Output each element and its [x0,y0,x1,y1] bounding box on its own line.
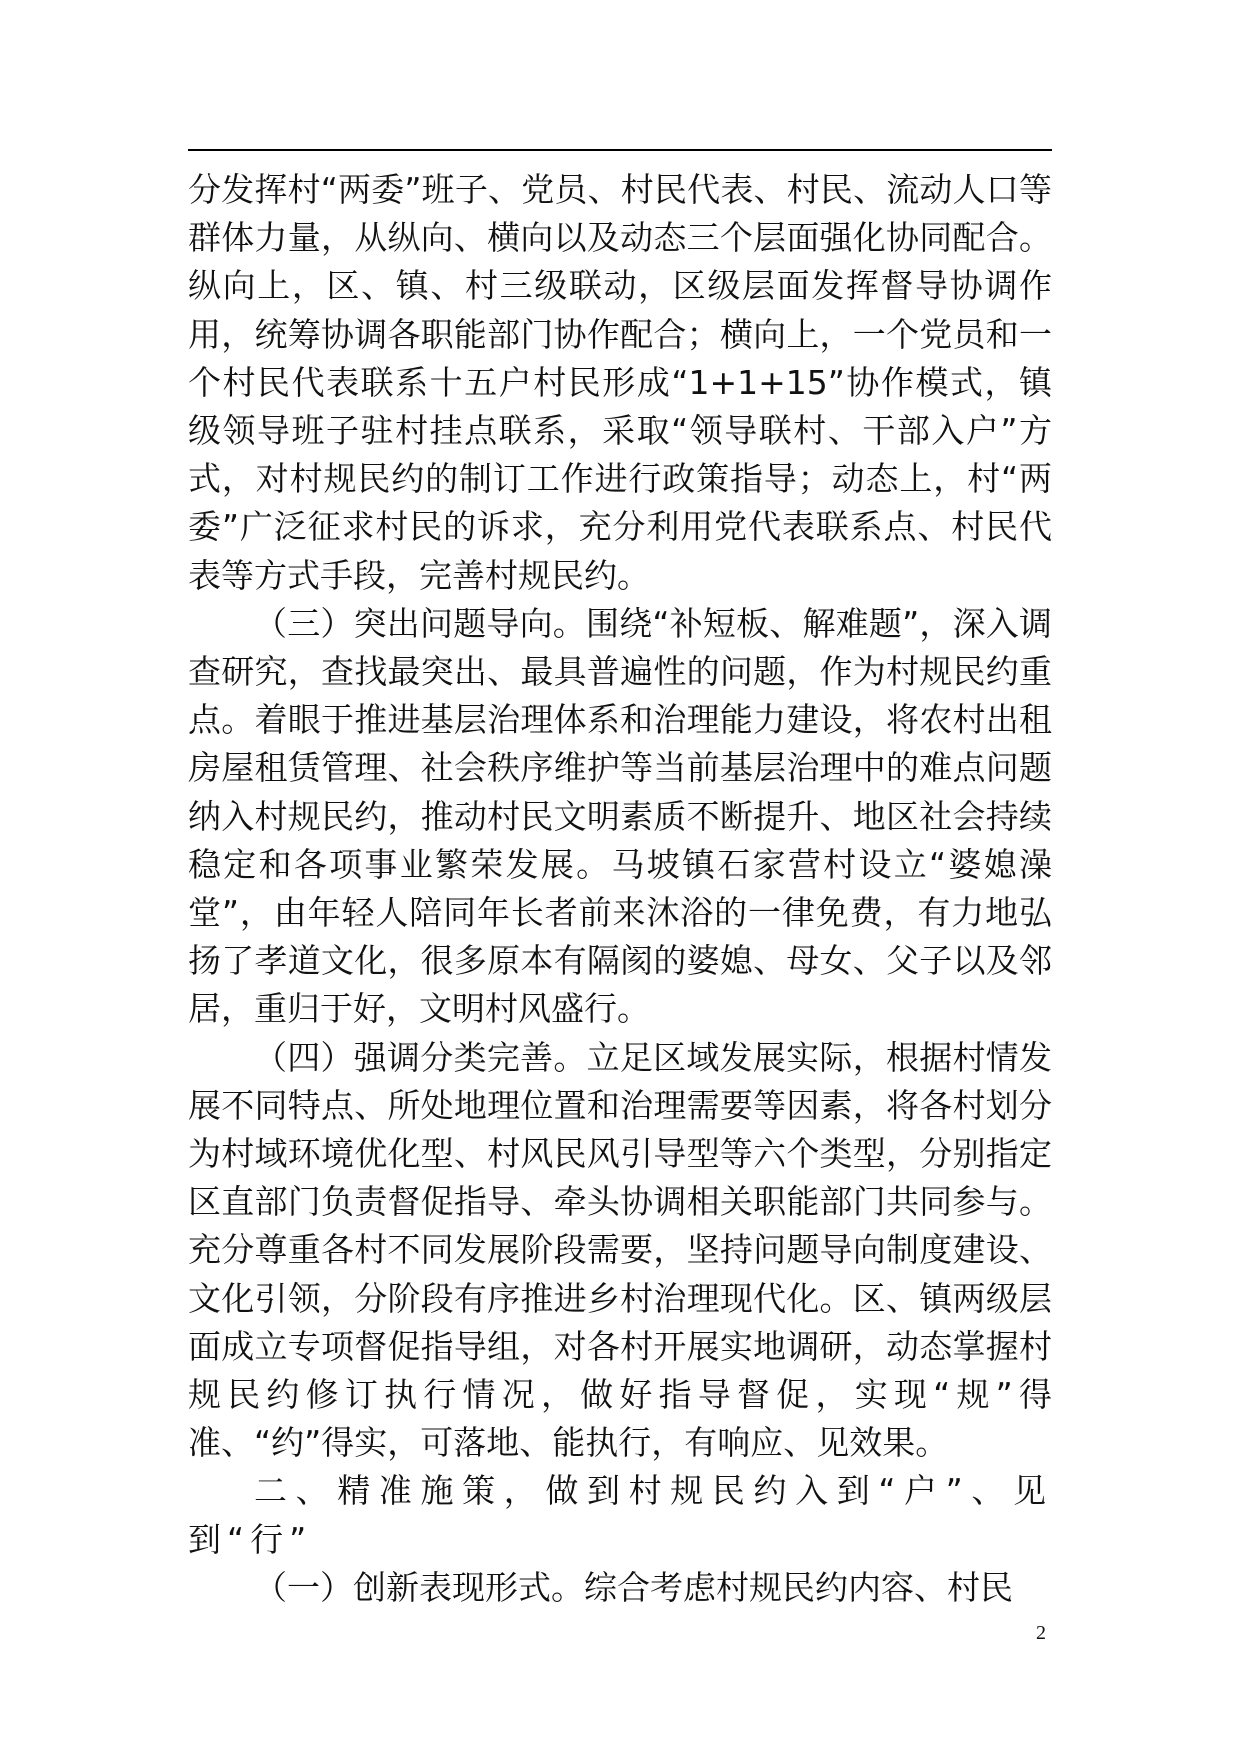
document-body [188,166,1052,1612]
body-paragraph-problem-oriented: （三）突出问题导向。围绕“补短板、解难题”，深入调查研究，查找最突出、最具普遍性的问题，作为村规民约重点。着眼于推进基层治理体系和治理能力建设，将农村出租房屋租赁管理、社会秩序维护等当前基层治理中的难点问题纳入村规民约，推动村民文明素质不断提升、地区社会持续稳定和各项事业繁荣发展。马坡镇石家营村设立“婆媳澡堂”，由年轻人陪同年长者前来沐浴的一律免费，有力地弘扬了孝道文化，很多原本有隔阂的婆媳、母女、父子以及邻居，重归于好，文明村风盛行。 [188,603,1052,1029]
section-heading: 二、精准施策，做到村规民约入到“户”、见到“行” [188,1471,1052,1559]
page-number: 2 [1036,1622,1046,1644]
header-rule [188,149,1052,151]
body-paragraph-continued: 分发挥村“两委”班子、党员、村民代表、村民、流动人口等群体力量，从纵向、横向以及动态三个层面强化协同配合。纵向上，区、镇、村三级联动，区级层面发挥督导协调作用，统筹协调各职能部门协作配合；横向上，一个党员和一个村民代表联系十五户村民形成“1+1+15”协作模式，镇级领导班子驻村挂点联系，采取“领导联村、干部入户”方式，对村规民约的制订工作进行政策指导；动态上，村“两委”广泛征求村民的诉求，充分利用党代表联系点、村民代表等方式手段，完善村规民约。 [188,170,1052,595]
body-paragraph-innovation: （一）创新表现形式。综合考虑村规民约内容、村民 [254,1567,1013,1607]
body-paragraph-classified: （四）强调分类完善。立足区域发展实际，根据村情发展不同特点、所处地理位置和治理需要等因素，将各村划分为村域环境优化型、村风民风引导型等六个类型，分别指定区直部门负责督促指导、牵头协调相关职能部门共同参与。充分尊重各村不同发展阶段需要，坚持问题导向制度建设、文化引领，分阶段有序推进乡村治理现代化。区、镇两级层面成立专项督促指导组，对各村开展实地调研，动态掌握村规民约修订执行情况，做好指导督促，实现“规”得准、“约”得实，可落地、能执行，有响应、见效果。 [188,1037,1052,1463]
